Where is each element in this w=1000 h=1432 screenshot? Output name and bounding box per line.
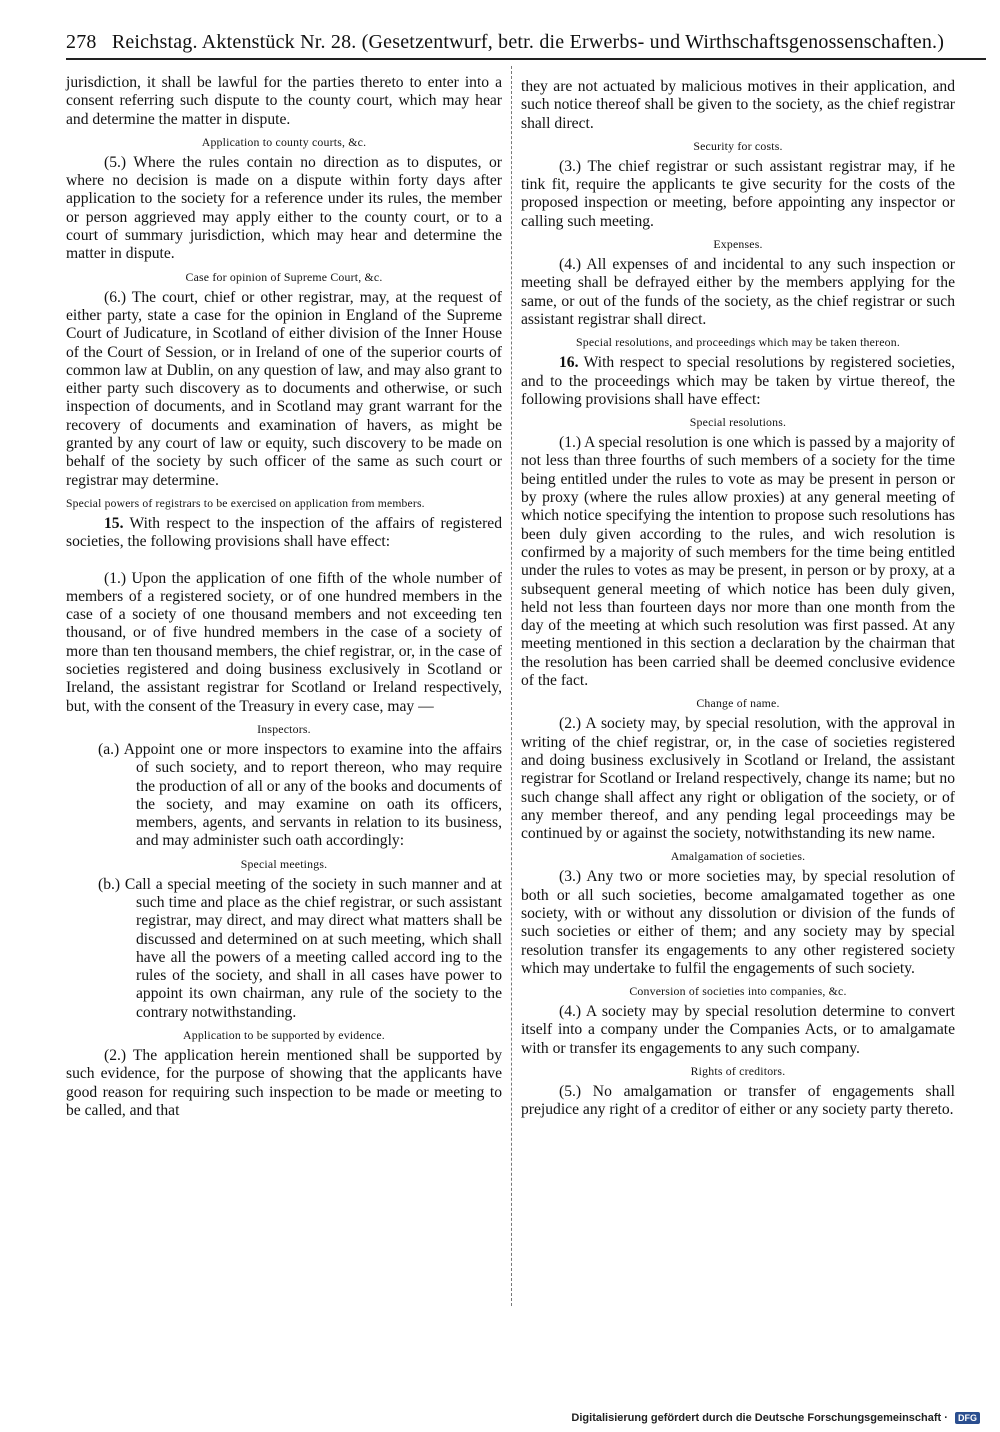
header-rule <box>66 58 986 60</box>
paragraph: jurisdiction, it shall be lawful for the parties thereto to enter into a consent referring such dispute to the county court, which may hear and determine the matter in dispute. <box>66 74 502 128</box>
section-text: With respect to the inspection of the affairs of registered societies, the following provisions shall have effect: <box>66 514 502 551</box>
right-column <box>521 78 955 1120</box>
side-heading: Inspectors. <box>257 721 311 736</box>
section-number: 15. <box>104 514 124 532</box>
paragraph: (4.) All expenses of and incidental to any such inspection or meeting shall be defrayed either by the members applying for the same, or out of the funds of the society, as the chief registrar or such assistant registrar shall direct. <box>521 256 955 328</box>
side-heading: Security for costs. <box>693 138 783 153</box>
paragraph: (2.) The application herein mentioned shall be supported by such evidence, for the purpose of showing that the applicants have good reason for requiring such inspection to be made or meeting to be called, and that <box>66 1047 502 1119</box>
side-heading: Case for opinion of Supreme Court, &c. <box>185 269 383 284</box>
left-column <box>66 74 502 1120</box>
section-number: 16. <box>559 354 579 372</box>
list-item: (b.) Call a special meeting of the society in such manner and at such time and place as the chief registrar, or such assistant registrar, may direct, and may direct what matters shall be discussed and determined on at such meeting, which shall have all the powers of a meeting called accord ing to the rules of the society, and shall in all cases have power to appoint its own chairman, any rule of the society to the contrary notwithstanding. <box>98 875 502 1021</box>
paragraph: (2.) A society may, by special resolution, with the approval in writing of the chief registrar, or, in the case of societies registered and doing business exclusively in Scotland or Ireland, the assistant registrar for Scotland or Ireland respectively, change its name; but no such change shall affect any right or obligation of the society, or of any member thereof, and any pending legal proceedings may be continued by or against the society, notwithstanding its new name. <box>521 715 955 843</box>
side-heading: Special meetings. <box>240 856 328 871</box>
side-heading: Special resolutions, and proceedings which may be taken thereon. <box>575 335 900 350</box>
side-heading: Special resolutions. <box>689 415 787 430</box>
digitization-credit <box>571 1412 980 1424</box>
side-heading: Rights of creditors. <box>690 1064 786 1079</box>
paragraph: (5.) Where the rules contain no direction as to disputes, or where no decision is made on a dispute within forty days after application to the society for a reference under its rules, the member or person aggrieved may apply either to the county court, or to a court of summary jurisdiction, which may hear and determine the matter in dispute. <box>66 153 502 263</box>
section-paragraph <box>521 354 955 409</box>
paragraph: (6.) The court, chief or other registrar, may, at the request of either party, state a case for the opinion in England of the Supreme Court of Judicature, in Scotland of either division of the Inner House of the Court of Session, or in Ireland of one of the superior courts of common law at Dublin, on any question of law, and may also grant to either party such discovery as to documents and otherwise, or such inspection of documents, and in Scotland may grant warrant for the recovery of documents and examination of havers, as might be granted by any court of law or equity, such discovery to be made on behalf of the society by such officer of the same as such court or registrar may determine. <box>66 288 502 489</box>
list-item: (a.) Appoint one or more inspectors to examine into the affairs of such society, and to report thereon, who may require the production of all or any of the books and documents of the society, and may examine on oath its officers, members, agents, and servants in relation to its business, and may administer such oath accordingly: <box>98 740 502 850</box>
side-heading: Expenses. <box>713 237 763 252</box>
paragraph: (3.) The chief registrar or such assistant registrar may, if he tink fit, require the applicants te give security for the costs of the proposed inspection or meeting, before appointing any inspector or calling such meeting. <box>521 157 955 230</box>
side-heading: Conversion of societies into companies, &c. <box>629 984 847 999</box>
paragraph: they are not actuated by malicious motives in their application, and such notice thereof shall be given to the society, as the chief registrar shall direct. <box>521 78 955 132</box>
paragraph: (1.) Upon the application of one fifth of the whole number of members of a registered society, or of one hundred members in the case of a society of one thousand members and not exceeding ten thousand, or of five hundred members in the case of a society of more than ten thousand members, the chief registrar, or, in the case of societies registered and doing business exclusively in Scotland or Ireland, the assistant registrar for Scotland or Ireland respectively, but, with the consent of the Treasury in every case, may — <box>66 569 502 715</box>
side-heading: Application to county courts, &c. <box>201 134 367 149</box>
side-heading: Amalgamation of societies. <box>670 849 806 864</box>
section-text: With respect to special resolutions by registered societies, and to the proceedings which may be taken by virtue thereof, the following provisions shall have effect: <box>521 354 955 408</box>
paragraph: (4.) A society may by special resolution determine to convert itself into a company under the Companies Acts, or to amalgamate with or transfer its engagements to any such company. <box>521 1003 955 1057</box>
paragraph: (3.) Any two or more societies may, by special resolution of both or all such societies, become amalgamated together as one society, with or without any dissolution or division of the funds of such societies or either of them; and any society may by special resolution transfer its engagements to any other registered society which may undertake to fulfil the engagements of such society. <box>521 868 955 977</box>
column-divider <box>511 66 512 1306</box>
credit-text: Digitalisierung gefördert durch die Deutsche Forschungsgemeinschaft · <box>571 1412 948 1424</box>
running-title: Reichstag. Aktenstück Nr. 28. (Gesetzentwurf, betr. die Erwerbs- und Wirthschaftsgenossenschaften.) <box>111 31 945 53</box>
side-heading: Change of name. <box>696 696 780 711</box>
side-heading: Application to be supported by evidence. <box>183 1028 385 1043</box>
section-paragraph <box>66 515 502 552</box>
running-header <box>66 30 982 58</box>
paragraph: (1.) A special resolution is one which is passed by a majority of not less than three fourths of such members of a society for the time being entitled under the rules to vote as may be present in person or by proxy (where the rules allow proxies) at any general meeting of which notice specifying the intention to propose such resolutions has been duly given according to the rules, and wich resolution is confirmed by a majority of such members for the time being entitled under the rules to votes as may be present, in person or by proxy, at a subsequent general meeting of which notice has been duly given, held not less than fourteen days nor more than one month from the day of the meeting at which such resolution was first passed. At any meeting mentioned in this section a declaration by the chairman that the resolution has been carried shall be deemed conclusive evidence of the fact. <box>521 434 955 690</box>
side-heading: Special powers of registrars to be exercised on application from members. <box>66 496 425 510</box>
paragraph: (5.) No amalgamation or transfer of engagements shall prejudice any right of a creditor of either or any society party thereto. <box>521 1083 955 1119</box>
page-number: 278 <box>66 31 97 53</box>
dfg-logo: DFG <box>955 1412 980 1424</box>
